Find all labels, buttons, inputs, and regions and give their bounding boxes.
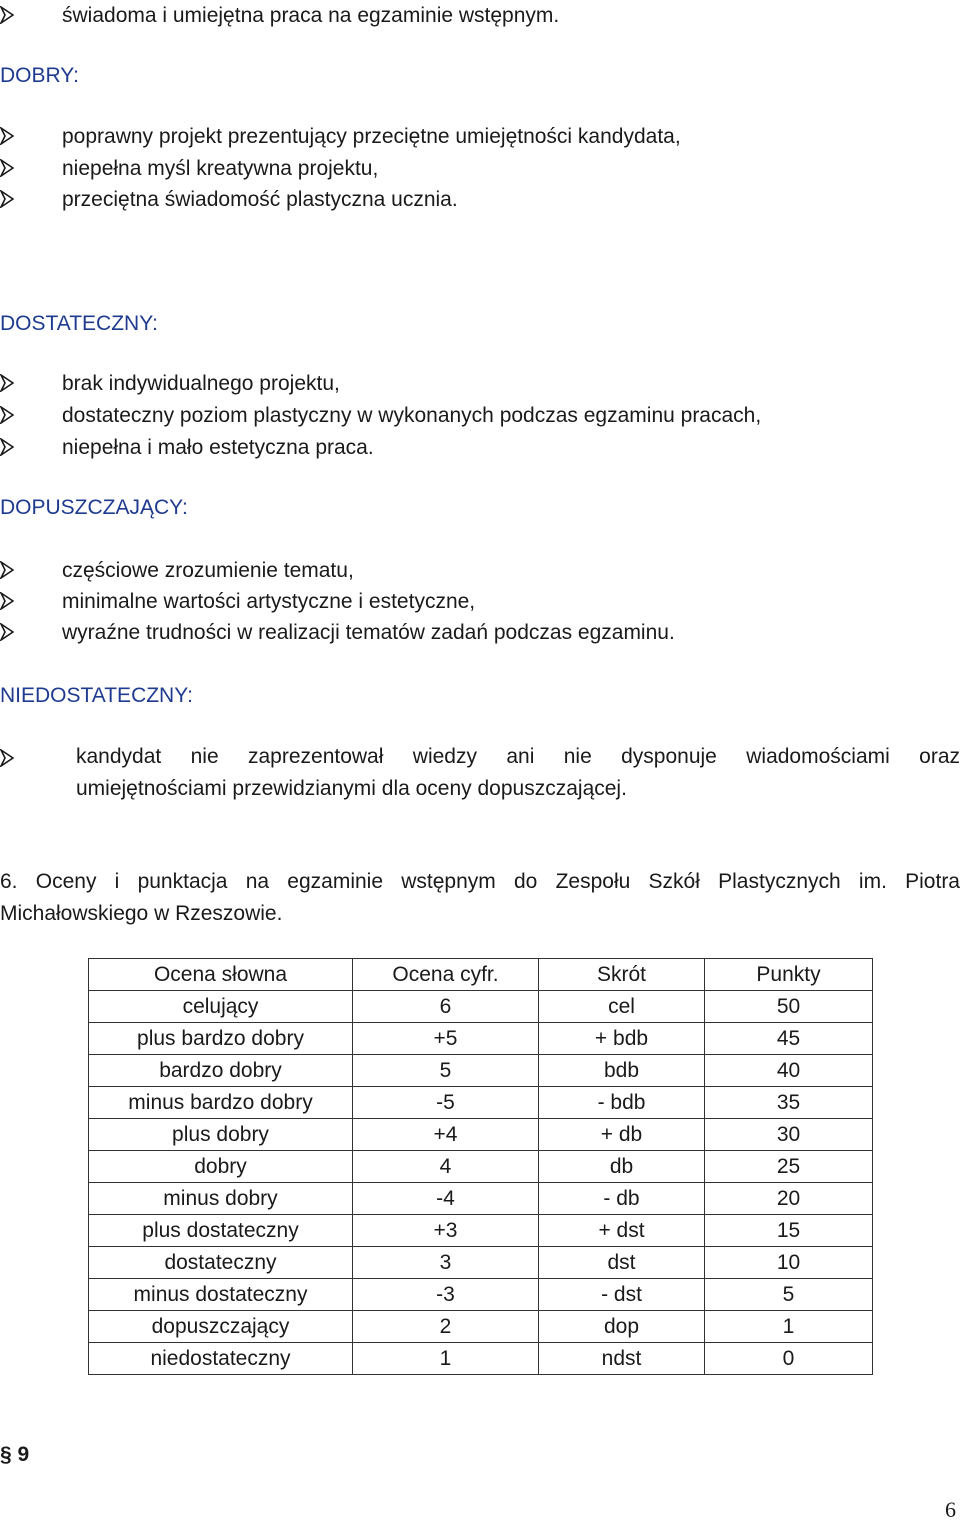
table-cell: dostateczny [89, 1247, 353, 1279]
list-item [0, 368, 340, 400]
table-cell: celujący [89, 991, 353, 1023]
table-cell: +5 [353, 1023, 539, 1055]
grades-table [88, 958, 873, 1375]
list-item [0, 617, 675, 649]
list-item-text-line1: kandydat nie zaprezentował wiedzy ani nie dysponuje wiadomościami oraz [76, 745, 960, 768]
section-heading-dopuszczajacy: DOPUSZCZAJĄCY: [0, 496, 188, 519]
table-cell: dobry [89, 1151, 353, 1183]
list-item [0, 153, 378, 185]
table-row [89, 1215, 873, 1247]
list-item-text: przeciętna świadomość plastyczna ucznia. [62, 188, 458, 211]
column-header: Ocena cyfr. [353, 959, 539, 991]
list-item-text: wyraźne trudności w realizacji tematów zadań podczas egzaminu. [62, 621, 675, 644]
table-cell: bdb [539, 1055, 705, 1087]
table-row [89, 1087, 873, 1119]
table-cell: - db [539, 1183, 705, 1215]
table-cell: 2 [353, 1311, 539, 1343]
list-item-text: świadoma i umiejętna praca na egzaminie wstępnym. [62, 4, 560, 27]
table-cell: cel [539, 991, 705, 1023]
list-item-text: niepełna myśl kreatywna projektu, [62, 157, 379, 180]
section-heading-dobry: DOBRY: [0, 64, 79, 87]
page-number: 6 [945, 1497, 956, 1522]
table-cell: niedostateczny [89, 1343, 353, 1375]
table-cell: 35 [705, 1087, 873, 1119]
table-cell: plus dobry [89, 1119, 353, 1151]
table-row [89, 1311, 873, 1343]
section-heading-dostateczny: DOSTATECZNY: [0, 312, 158, 335]
table-cell: dst [539, 1247, 705, 1279]
table-cell: 0 [705, 1343, 873, 1375]
list-item-text: dostateczny poziom plastyczny w wykonanych podczas egzaminu pracach, [62, 404, 762, 427]
column-header: Ocena słowna [89, 959, 353, 991]
column-header: Punkty [705, 959, 873, 991]
arrow-bullet-icon [0, 438, 14, 456]
paragraph-mark: § 9 [0, 1443, 30, 1466]
list-item-text: poprawny projekt prezentujący przeciętne umiejętności kandydata, [62, 125, 681, 148]
arrow-bullet-icon [0, 127, 14, 145]
table-cell: +4 [353, 1119, 539, 1151]
table-cell: + dst [539, 1215, 705, 1247]
table-cell: 20 [705, 1183, 873, 1215]
table-cell: 25 [705, 1151, 873, 1183]
table-cell: -4 [353, 1183, 539, 1215]
table-cell: + db [539, 1119, 705, 1151]
table-row [89, 991, 873, 1023]
list-item-text: częściowe zrozumienie tematu, [62, 559, 354, 582]
table-cell: 6 [353, 991, 539, 1023]
table-cell: 3 [353, 1247, 539, 1279]
table-row [89, 1055, 873, 1087]
table-cell: 5 [353, 1055, 539, 1087]
table-row [89, 1151, 873, 1183]
table-row [89, 1247, 873, 1279]
table-cell: minus dobry [89, 1183, 353, 1215]
list-item [0, 400, 761, 432]
section-6-title [0, 866, 960, 930]
table-row [89, 1279, 873, 1311]
arrow-bullet-icon [0, 623, 14, 641]
section-6-title-line1: 6. Oceny i punktacja na egzaminie wstępnym do Zespołu Szkół Plastycznych im. Piotra [0, 870, 960, 893]
arrow-bullet-icon [0, 374, 14, 392]
table-cell: - bdb [539, 1087, 705, 1119]
arrow-bullet-icon [0, 406, 14, 424]
table-row [89, 1023, 873, 1055]
table-header-row [89, 959, 873, 991]
table-cell: 50 [705, 991, 873, 1023]
list-item-text: niepełna i mało estetyczna praca. [62, 436, 374, 459]
table-cell: ndst [539, 1343, 705, 1375]
table-cell: 10 [705, 1247, 873, 1279]
table-body [89, 991, 873, 1375]
list-item [0, 555, 354, 587]
table-cell: 1 [353, 1343, 539, 1375]
section-6-title-line2: Michałowskiego w Rzeszowie. [0, 902, 283, 925]
list-item-text: brak indywidualnego projektu, [62, 372, 340, 395]
table-cell: dop [539, 1311, 705, 1343]
arrow-bullet-icon [0, 561, 14, 579]
list-item [0, 184, 458, 216]
table-cell: 30 [705, 1119, 873, 1151]
table-cell: minus dostateczny [89, 1279, 353, 1311]
list-item [0, 586, 475, 618]
table-cell: 40 [705, 1055, 873, 1087]
arrow-bullet-icon [0, 749, 14, 767]
table-cell: bardzo dobry [89, 1055, 353, 1087]
arrow-bullet-icon [0, 190, 14, 208]
list-item-text: minimalne wartości artystyczne i estetyczne, [62, 590, 476, 613]
table-cell: -5 [353, 1087, 539, 1119]
table-cell: 1 [705, 1311, 873, 1343]
table-cell: - dst [539, 1279, 705, 1311]
section-heading-niedostateczny: NIEDOSTATECZNY: [0, 684, 193, 707]
list-item [0, 741, 960, 805]
list-item [0, 0, 559, 32]
table-cell: db [539, 1151, 705, 1183]
table-cell: 5 [705, 1279, 873, 1311]
table-cell: minus bardzo dobry [89, 1087, 353, 1119]
table-row [89, 1119, 873, 1151]
arrow-bullet-icon [0, 592, 14, 610]
table-cell: 15 [705, 1215, 873, 1247]
table-cell: +3 [353, 1215, 539, 1247]
table-cell: dopuszczający [89, 1311, 353, 1343]
list-item-text-line2: umiejętnościami przewidzianymi dla oceny dopuszczającej. [76, 777, 627, 800]
table-row [89, 1343, 873, 1375]
table-cell: plus bardzo dobry [89, 1023, 353, 1055]
list-item [0, 121, 681, 153]
table-cell: 45 [705, 1023, 873, 1055]
list-item [0, 432, 374, 464]
table-cell: + bdb [539, 1023, 705, 1055]
arrow-bullet-icon [0, 6, 14, 24]
table-cell: -3 [353, 1279, 539, 1311]
column-header: Skrót [539, 959, 705, 991]
arrow-bullet-icon [0, 159, 14, 177]
table-cell: 4 [353, 1151, 539, 1183]
table-row [89, 1183, 873, 1215]
table-cell: plus dostateczny [89, 1215, 353, 1247]
